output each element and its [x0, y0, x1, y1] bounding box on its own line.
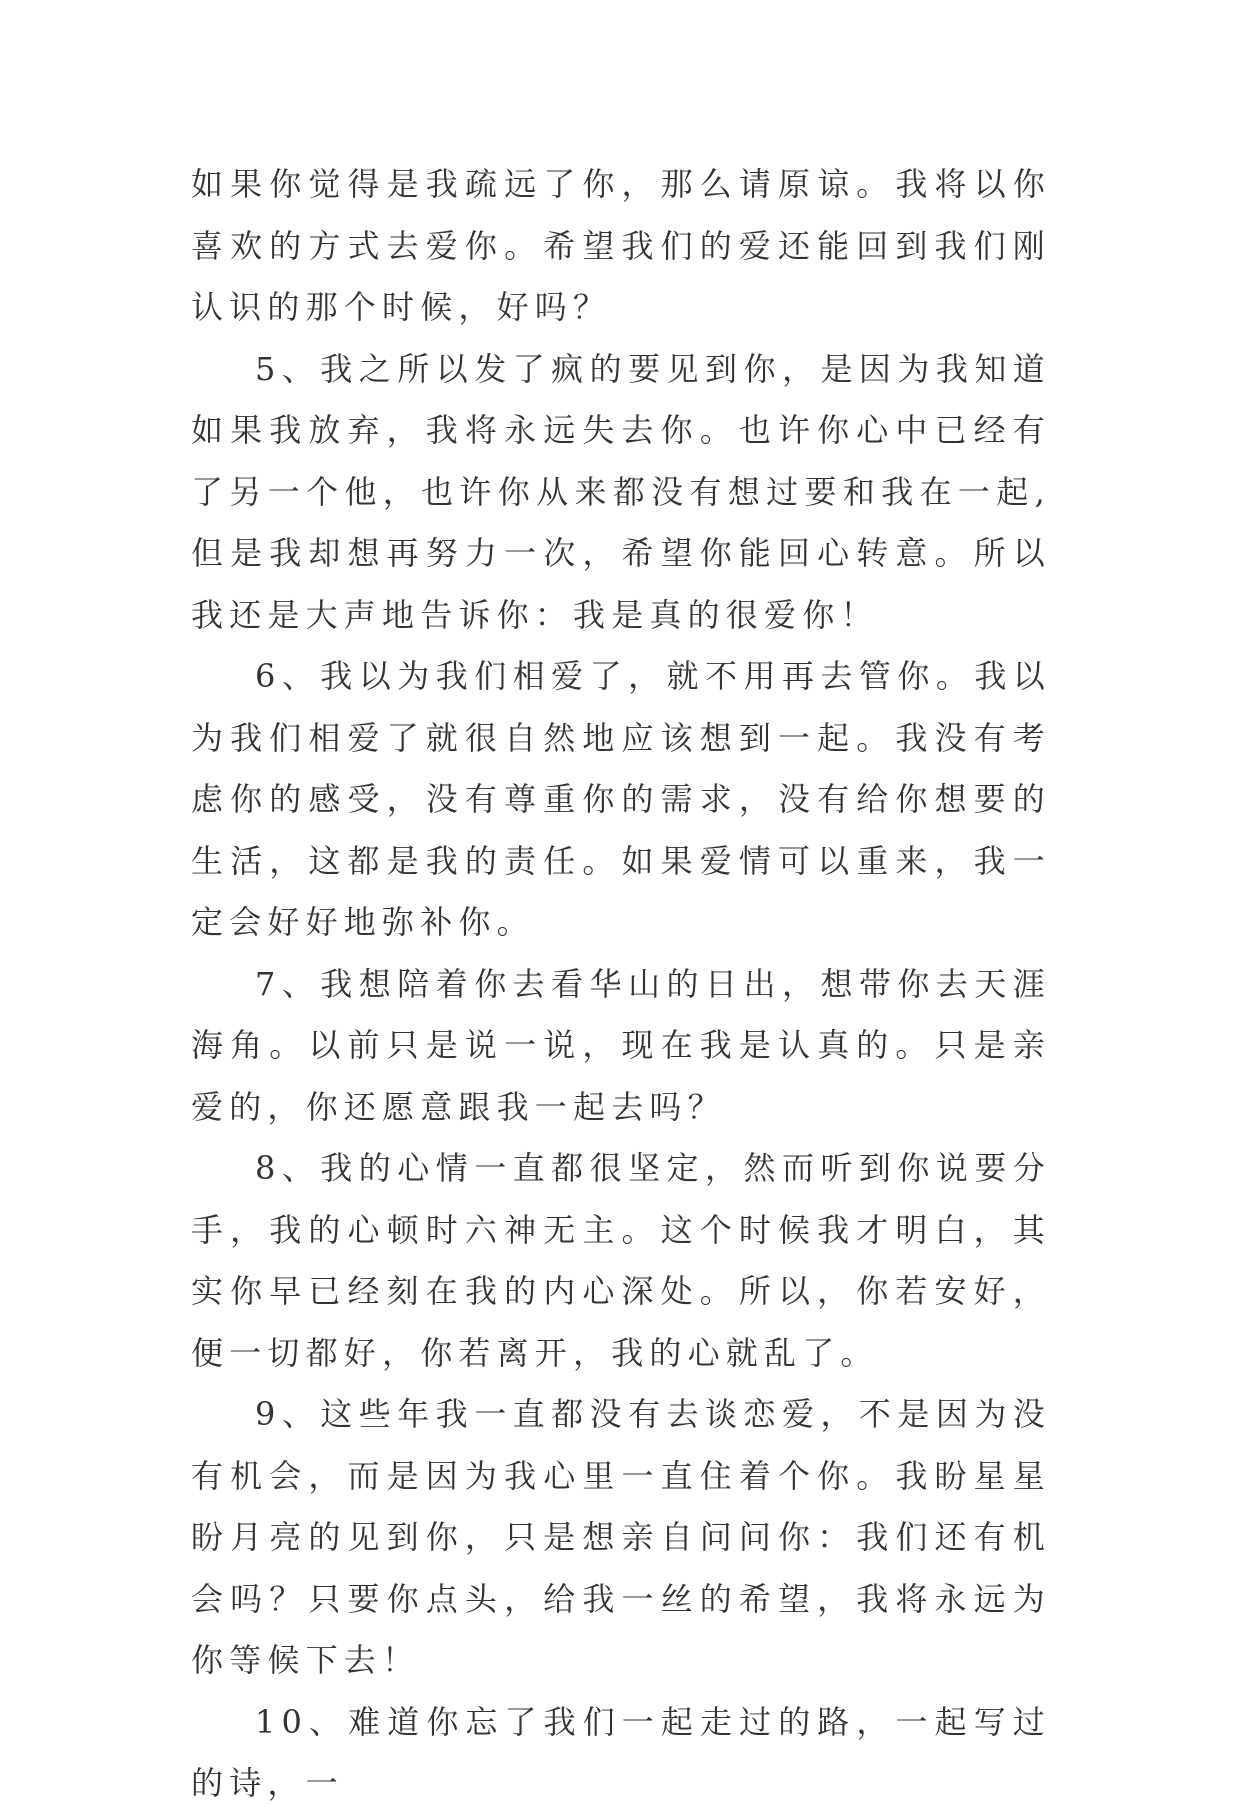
paragraph-item-10: 10、难道你忘了我们一起走过的路，一起写过的诗，一: [191, 1702, 1051, 1802]
paragraph-item-5: 5、我之所以发了疯的要见到你，是因为我知道如果我放弃，我将永远失去你。也许你心中已经有了另一个他，也许你从来都没有想过要和我在一起,但是我却想再努力一次，希望你能回心转意。所以我还是大声地告诉你：我是真的很爱你！: [191, 349, 1051, 634]
paragraph-item-8: 8、我的心情一直都很坚定，然而听到你说要分手，我的心顿时六神无主。这个时候我才明白，其实你早已经刻在我的内心深处。所以，你若安好，便一切都好，你若离开，我的心就乱了。: [191, 1149, 1051, 1372]
paragraph-item-9: 9、这些年我一直都没有去谈恋爱，不是因为没有机会，而是因为我心里一直住着个你。我盼星星盼月亮的见到你，只是想亲自问问你：我们还有机会吗？只要你点头，给我一丝的希望，我将永远为你等候下去！: [191, 1395, 1051, 1679]
paragraph-item-7: 7、我想陪着你去看华山的日出，想带你去天涯海角。以前只是说一说，现在我是认真的。只是亲爱的，你还愿意跟我一起去吗？: [191, 964, 1051, 1126]
paragraph-item-6: 6、我以为我们相爱了，就不用再去管你。我以为我们相爱了就很自然地应该想到一起。我没有考虑你的感受，没有尊重你的需求，没有给你想要的生活，这都是我的责任。如果爱情可以重来，我一定会好好地弥补你。: [191, 657, 1051, 941]
document-body: [191, 154, 1051, 1815]
paragraph-continuation: 如果你觉得是我疏远了你，那么请原谅。我将以你喜欢的方式去爱你。希望我们的爱还能回到我们刚认识的那个时候，好吗？: [191, 165, 1051, 326]
